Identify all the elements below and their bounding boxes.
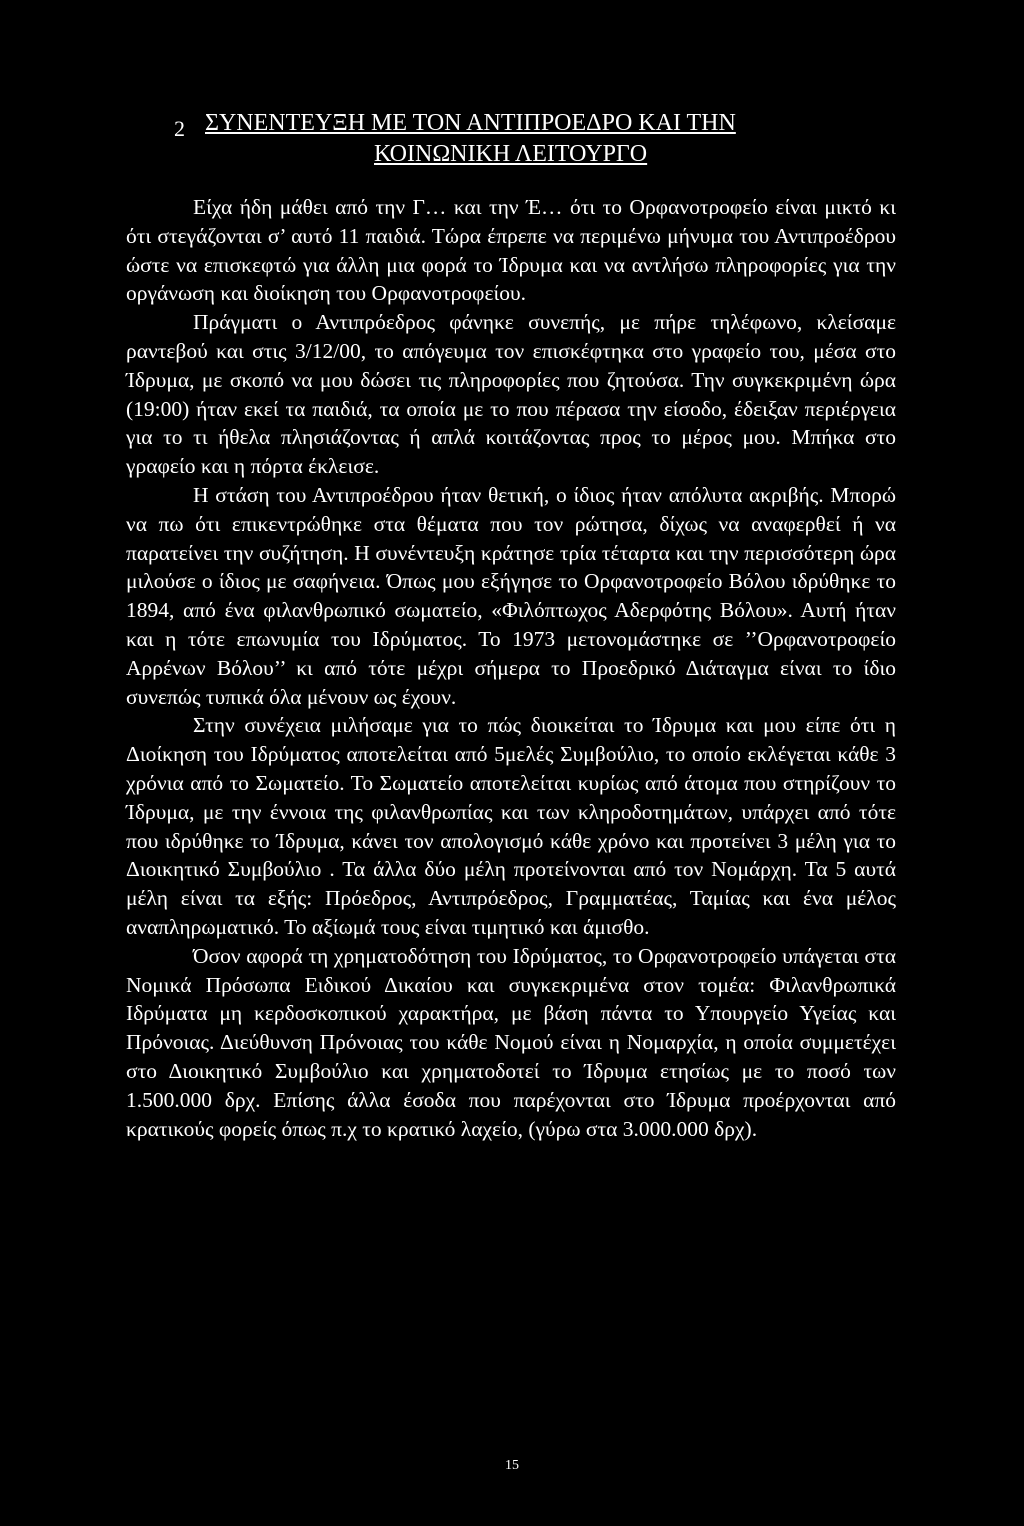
body-text [126, 193, 896, 1143]
paragraph-3: Η στάση του Αντιπροέδρου ήταν θετική, ο ίδιος ήταν απόλυτα ακριβής. Μπορώ να πω ότι επικεντρώθηκε στα θέματα που τον ρώτησα, δίχως να αναφερθεί ή να παρατείνει την συζήτηση. Η συνέντευξη κράτησε τρία τέταρτα και την περισσότερη ώρα μιλούσε ο ίδιος με σαφήνεια. Όπως μου εξήγησε το Ορφανοτροφείο Βόλου ιδρύθηκε το 1894, από ένα φιλανθρωπικό σωματείο, «Φιλόπτωχος Αδερφότης Βόλου». Αυτή ήταν και η τότε επωνυμία του Ιδρύματος. Το 1973 μετονομάστηκε σε ’’Ορφανοτροφείο Αρρένων Βόλου’’ κι από τότε μέχρι σήμερα το Προεδρικό Διάταγμα είναι το ίδιο συνεπώς τυπικά όλα μένουν ως έχουν. [126, 482, 896, 709]
section-title-line-1: ΣΥΝΕΝΤΕΥΞΗ ΜΕ ΤΟΝ ΑΝΤΙΠΡΟΕΔΡΟ ΚΑΙ ΤΗΝ [205, 110, 736, 136]
paragraph-4: Στην συνέχεια μιλήσαμε για το πώς διοικείται το Ίδρυμα και μου είπε ότι η Διοίκηση του Ιδρύματος αποτελείται από 5μελές Συμβούλιο, το οποίο εκλέγεται κάθε 3 χρόνια από το Σωματείο. Το Σωματείο αποτελείται κυρίως από άτομα που στηρίζουν το Ίδρυμα, με την έννοια της φιλανθρωπίας και των κληροδοτημάτων, υπάρχει από τότε που ιδρύθηκε το Ίδρυμα, κάνει τον απολογισμό κάθε χρόνο και προτείνει 3 μέλη για το Διοικητικό Συμβούλιο . Τα άλλα δύο μέλη προτείνονται από τον Νομάρχη. Τα 5 αυτά μέλη είναι τα εξής: Πρόεδρος, Αντιπρόεδρος, Γραμματέας, Ταμίας και ένα μέλος αναπληρωματικό. Το αξίωμά τους είναι τιμητικό και άμισθο. [126, 713, 896, 939]
paragraph-5: Όσον αφορά τη χρηματοδότηση του Ιδρύματος, το Ορφανοτροφείο υπάγεται στα Νομικά Πρόσωπα Ειδικού Δικαίου και συγκεκριμένα στον τομέα: Φιλανθρωπικά Ιδρύματα μη κερδοσκοπικού χαρακτήρα, με βάση πάντα το Υπουργείο Υγείας και Πρόνοιας. Διεύθυνση Πρόνοιας του κάθε Νομού είναι η Νομαρχία, η οποία συμμετέχει στο Διοικητικό Συμβούλιο και χρηματοδοτεί το Ίδρυμα ετησίως με το ποσό των 1.500.000 δρχ. Επίσης άλλα έσοδα που παρέχονται στο Ίδρυμα προέρχονται από κρατικούς φορείς όπως π.χ το κρατικό λαχείο, (γύρω στα 3.000.000 δρχ). [126, 943, 896, 1141]
paragraph-2: Πράγματι ο Αντιπρόεδρος φάνηκε συνεπής, με πήρε τηλέφωνο, κλείσαμε ραντεβού και στις 3/12/00, το απόγευμα τον επισκέφτηκα στο γραφείο του, μέσα στο Ίδρυμα, με σκοπό να μου δώσει τις πληροφορίες που ζητούσα. Την συγκεκριμένη ώρα (19:00) ήταν εκεί τα παιδιά, τα οποία με το που πέρασα την είσοδο, έδειξαν περιέργεια για το τι ήθελα πλησιάζοντας ή απλά κοιτάζοντας προς το μέρος μου. Μπήκα στο γραφείο και η πόρτα έκλεισε. [126, 310, 896, 479]
paragraph-1: Είχα ήδη μάθει από την Γ… και την Έ… ότι το Ορφανοτροφείο είναι μικτό κι ότι στεγάζονται σ’ αυτό 11 παιδιά. Τώρα έπρεπε να περιμένω μήνυμα του Αντιπροέδρου ώστε να επισκεφτώ για άλλη μια φορά το Ίδρυμα και να αντλήσω πληροφορίες για την οργάνωση και διοίκηση του Ορφανοτροφείου. [126, 195, 896, 306]
section-title-line-2: ΚΟΙΝΩΝΙΚΗ ΛΕΙΤΟΥΡΓΟ [374, 141, 648, 167]
section-number: 2 [174, 116, 185, 141]
page-number: 15 [505, 1458, 519, 1473]
